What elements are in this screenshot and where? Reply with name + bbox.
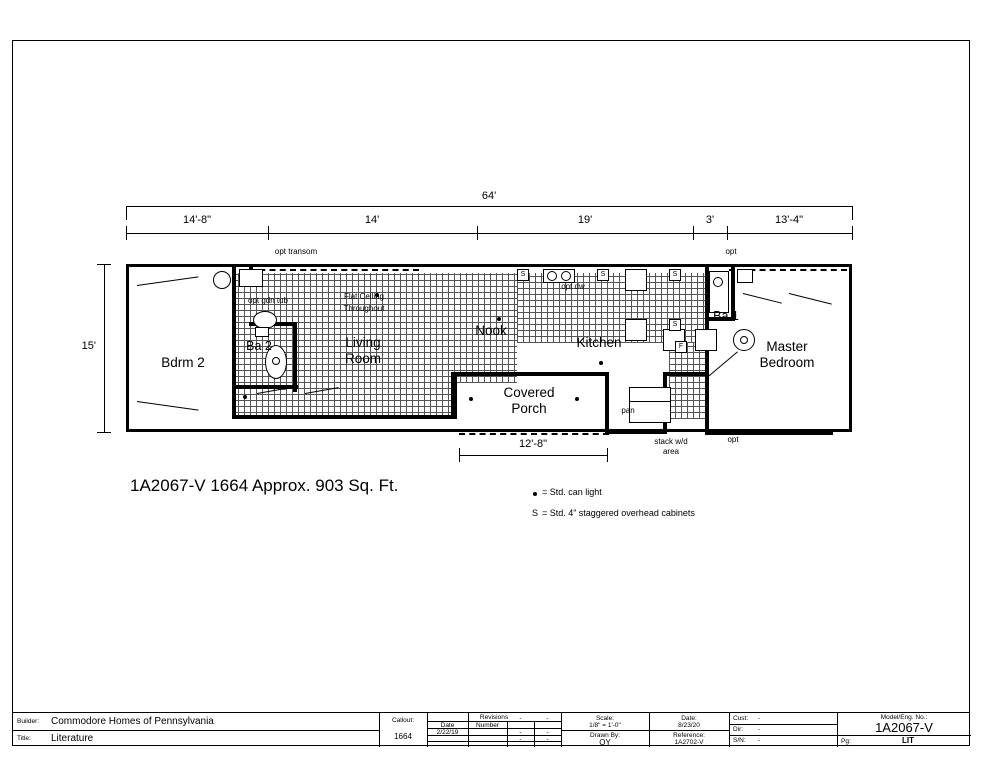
tb-callout-value: 1664 [394, 732, 412, 741]
dim-tick [97, 264, 111, 265]
dim-label-5: 13'-4" [774, 214, 804, 226]
tb-divider [729, 735, 837, 736]
note-stack-wd-2: area [662, 447, 679, 456]
legend-dot-icon [533, 492, 537, 496]
tb-rev-c5-r1: - [546, 715, 549, 722]
tb-rev-c5-r4: - [546, 742, 549, 749]
tb-dir-label: Dir: [733, 726, 744, 733]
tub-ba2-drain-icon [272, 357, 280, 365]
tb-sn-value: - [758, 737, 761, 744]
overall-width-label: 64' [481, 190, 497, 202]
dim-tick [268, 226, 269, 240]
opt-dash-bottom-right [729, 433, 831, 435]
dim-tick [852, 206, 853, 220]
porch-dimline [459, 455, 607, 456]
tb-model-label: Model/Eng. No.: [880, 714, 928, 721]
porch-edge-dash [459, 433, 609, 435]
tb-divider [729, 713, 730, 747]
porch-dim-label: 12'-8" [518, 438, 548, 450]
tb-divider [729, 724, 837, 725]
dim-label-3: 19' [577, 214, 593, 226]
dim-tick [607, 448, 608, 462]
wall-ba2-right [293, 322, 297, 392]
master-window-1 [743, 293, 782, 304]
tb-title-value: Literature [51, 733, 94, 744]
dim-tick [126, 226, 127, 240]
tb-rev-date-label: Date [440, 722, 455, 729]
note-flat-ceiling-2: Throughout [343, 304, 385, 313]
cabinet-marker-s-2: S [597, 269, 609, 281]
room-label-porch-1: Covered [503, 385, 555, 400]
room-label-living-2: Room [344, 351, 381, 366]
tb-cust-label: Cust: [733, 715, 749, 722]
overall-width-dimline [126, 206, 852, 207]
legend-text-cabinets: = Std. 4” staggered overhead cabinets [542, 508, 695, 518]
tb-rev-date-value: 2/22/19 [436, 729, 459, 736]
cabinet-marker-s-4: S [669, 319, 681, 331]
tb-date-label: Date: [681, 715, 697, 722]
tb-callout-label: Callout: [391, 717, 415, 724]
note-pan: pan [621, 406, 635, 415]
wall-bottom-living [232, 415, 457, 419]
tb-divider [561, 730, 729, 731]
floor-plan [126, 264, 852, 432]
room-label-nook: Nook [475, 323, 507, 338]
dim-tick [126, 206, 127, 220]
tb-rev-c5-r2: - [546, 729, 549, 736]
dim-label-2: 14' [364, 214, 380, 226]
sink-bowl-left-icon [547, 271, 557, 281]
note-stack-wd-1: stack w/d [654, 437, 688, 446]
overall-depth-label: 15' [81, 340, 96, 352]
stack-wd-divider [629, 401, 671, 402]
bdrm2-door-swing [137, 401, 199, 411]
plan-caption: 1A2067-V 1664 Approx. 903 Sq. Ft. [130, 476, 399, 495]
stack-wd-box [629, 387, 671, 423]
room-label-living-1: Living [345, 335, 381, 350]
depth-dimline [104, 264, 105, 432]
legend-symbol-s: S [532, 508, 539, 518]
tb-dir-value: - [758, 726, 761, 733]
wall-porch-bottom [605, 430, 665, 434]
wall-porch-top [451, 372, 609, 376]
note-opt-transom: opt transom [274, 247, 318, 256]
tb-rev-c4-r3: - [519, 736, 522, 743]
room-label-porch-2: Porch [511, 401, 547, 416]
bdrm2-window [137, 276, 199, 286]
note-opt-dw: opt dw [561, 282, 585, 291]
tb-pg-label: Pg: [841, 738, 851, 745]
dim-tick [477, 226, 478, 240]
tb-revisions-label: Revisions [479, 714, 509, 721]
room-label-master-1: Master [766, 339, 808, 354]
cabinet-marker-s-1: S [517, 269, 529, 281]
dim-label-1: 14'-8" [182, 214, 212, 226]
hatched-floor-hall [669, 343, 707, 419]
can-light [243, 395, 247, 399]
can-light [469, 397, 473, 401]
ba2-cabinet [239, 269, 263, 287]
tb-reference-value: 1A2702-V [674, 739, 704, 746]
sink-bowl-right-icon [561, 271, 571, 281]
bath1-vanity [695, 329, 717, 351]
tb-scale-label: Scale: [595, 715, 615, 722]
dim-tick [459, 448, 460, 462]
bath1-linen [737, 269, 753, 283]
dim-tick [693, 226, 694, 240]
room-label-kitchen: Kitchen [576, 335, 622, 350]
note-pnl: PNL [273, 385, 287, 392]
tb-scale-value: 1/8" = 1'-0" [589, 722, 621, 729]
fridge-marker-f: F [675, 341, 687, 353]
tb-drawnby-value: OY [599, 738, 611, 747]
tb-rev-number-label: Number [475, 722, 500, 729]
legend-text-can-light: = Std. can light [542, 487, 602, 497]
room-label-ba1: Ba 1 [713, 309, 739, 323]
tb-date-value: 8/23/20 [678, 722, 700, 729]
wall-porch-right [605, 372, 609, 434]
room-label-bdrm2: Bdrm 2 [161, 355, 205, 370]
sink-ba2-icon [213, 271, 231, 289]
room-label-master-2: Bedroom [759, 355, 815, 370]
tb-rev-c4-r2: - [519, 729, 522, 736]
toilet-ba2-tank-icon [255, 327, 269, 337]
can-light [599, 361, 603, 365]
note-flat-ceiling-1: Flat Ceiling [343, 292, 384, 301]
wall-pan-top [663, 372, 709, 376]
dim-tick [727, 226, 728, 240]
tb-title-label: Title: [17, 735, 31, 742]
dim-tick [97, 432, 111, 433]
dim-tick [852, 226, 853, 240]
cabinet-marker-s-3: S [669, 269, 681, 281]
tb-drawnby-label: Drawn By: [590, 732, 620, 739]
range-icon [625, 269, 647, 291]
wall-porch-left [451, 372, 457, 419]
tb-rev-c4-r1: - [519, 715, 522, 722]
opt-transom-dash [249, 269, 419, 271]
note-opt-gdn-tub: opt gdn tub [247, 296, 289, 305]
note-opt-top-right: opt [725, 247, 737, 256]
tub-drain-icon [713, 277, 723, 287]
tb-builder-label: Builder: [17, 718, 40, 725]
tb-cust-value: - [758, 715, 761, 722]
tb-sn-label: S/N: [733, 737, 746, 744]
tb-rev-c4-r4: - [519, 742, 522, 749]
tb-reference-label: Reference: [673, 732, 705, 739]
master-window-2 [789, 293, 832, 305]
tb-builder-value: Commodore Homes of Pennsylvania [51, 716, 214, 727]
tb-rev-c5-r3: - [546, 736, 549, 743]
can-light [497, 317, 501, 321]
master-door-swing [707, 351, 738, 377]
note-opt-bottom-right: opt [727, 435, 739, 444]
segment-dimline [126, 233, 852, 234]
dim-label-4: 3' [705, 214, 715, 226]
tb-divider [13, 730, 379, 731]
room-label-ba2: Ba 2 [246, 339, 272, 353]
title-block [12, 712, 970, 749]
tb-model-value: 1A2067-V [875, 720, 933, 735]
tb-pg-value: LIT [902, 736, 914, 745]
